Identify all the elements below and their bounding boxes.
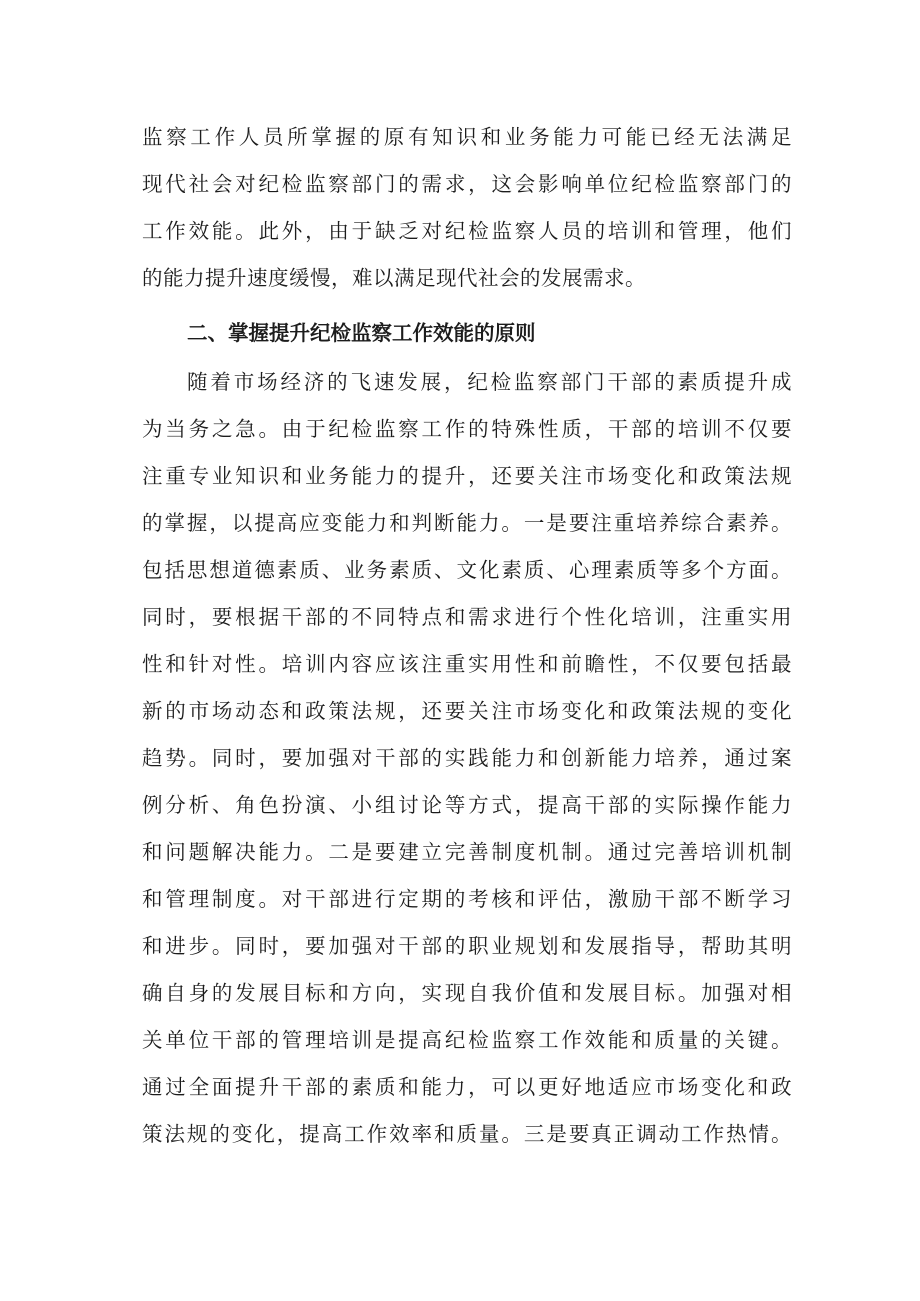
text-line: 工作效能。此外，由于缺乏对纪检监察人员的培训和管理，他们 (142, 219, 792, 243)
text-line: 确自身的发展目标和方向，实现自我价值和发展目标。加强对相 (142, 981, 792, 1005)
section-heading: 二、掌握提升纪检监察工作效能的原则 (187, 321, 536, 345)
text-line: 现代社会对纪检监察部门的需求，这会影响单位纪检监察部门的 (142, 172, 792, 196)
text-line: 包括思想道德素质、业务素质、文化素质、心理素质等多个方面。 (142, 558, 792, 582)
text-line: 和问题解决能力。二是要建立完善制度机制。通过完善培训机制 (142, 840, 792, 864)
text-line: 为当务之急。由于纪检监察工作的特殊性质，干部的培训不仅要 (142, 417, 792, 441)
text-line: 和进步。同时，要加强对干部的职业规划和发展指导，帮助其明 (142, 934, 792, 958)
text-line: 例分析、角色扮演、小组讨论等方式，提高干部的实际操作能力 (142, 793, 792, 817)
text-line: 和管理制度。对干部进行定期的考核和评估，激励干部不断学习 (142, 887, 792, 911)
text-line: 同时，要根据干部的不同特点和需求进行个性化培训，注重实用 (142, 605, 792, 629)
text-line: 性和针对性。培训内容应该注重实用性和前瞻性，不仅要包括最 (142, 652, 792, 676)
text-line: 的掌握，以提高应变能力和判断能力。一是要注重培养综合素养。 (142, 511, 792, 535)
text-line: 关单位干部的管理培训是提高纪检监察工作效能和质量的关键。 (142, 1028, 792, 1052)
text-line: 随着市场经济的飞速发展，纪检监察部门干部的素质提升成 (187, 370, 792, 394)
text-line: 策法规的变化，提高工作效率和质量。三是要真正调动工作热情。 (142, 1122, 792, 1146)
text-line: 趋势。同时，要加强对干部的实践能力和创新能力培养，通过案 (142, 746, 792, 770)
text-line: 通过全面提升干部的素质和能力，可以更好地适应市场变化和政 (142, 1075, 792, 1099)
text-line: 新的市场动态和政策法规，还要关注市场变化和政策法规的变化 (142, 699, 792, 723)
text-line: 注重专业知识和业务能力的提升，还要关注市场变化和政策法规 (142, 464, 792, 488)
text-line: 监察工作人员所掌握的原有知识和业务能力可能已经无法满足 (142, 125, 792, 149)
text-line: 的能力提升速度缓慢，难以满足现代社会的发展需求。 (142, 266, 646, 290)
